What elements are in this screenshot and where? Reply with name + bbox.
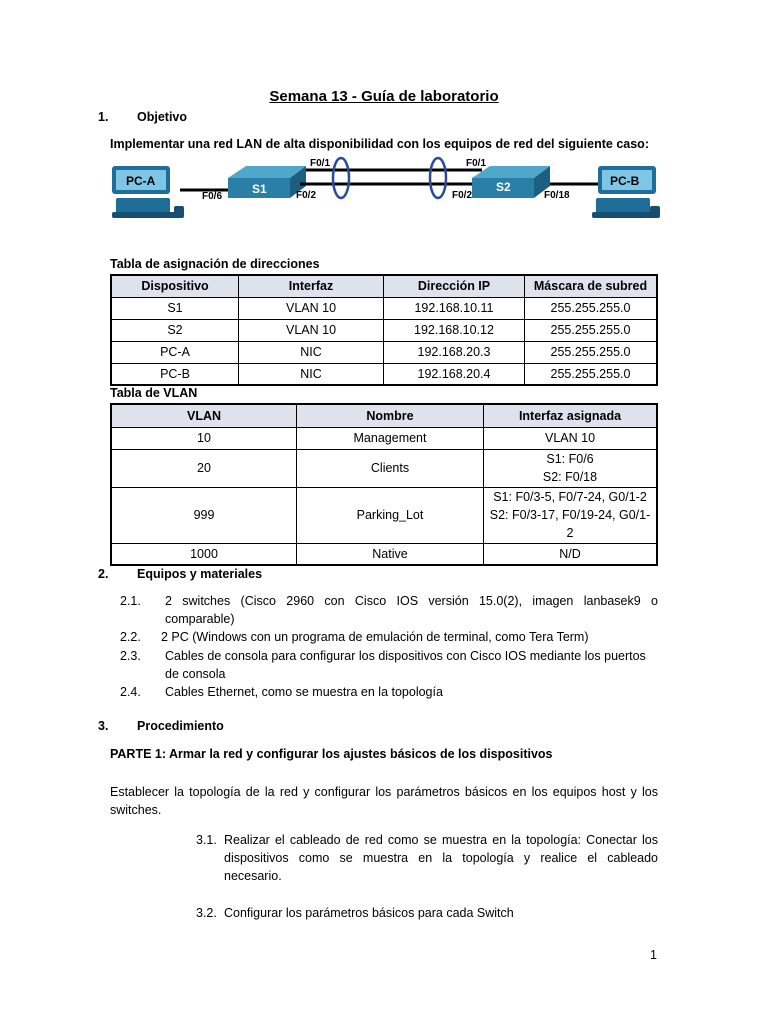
- table-cell: NIC: [239, 341, 384, 363]
- table-row: [111, 341, 657, 363]
- part1-intro-line: switches.: [110, 803, 162, 817]
- item-2-1-line: comparable): [165, 612, 235, 626]
- step-3-1-line: necesario.: [224, 869, 282, 883]
- item-2-2-number: 2.2.: [120, 630, 141, 644]
- table-cell: 1000: [111, 543, 297, 565]
- table-cell: VLAN 10: [239, 297, 384, 319]
- etherchannel-ring-s2: [430, 158, 446, 198]
- address-table-header: [111, 275, 657, 297]
- table-row: [111, 543, 657, 565]
- step-3-2: Configurar los parámetros básicos para cada Switch: [224, 906, 514, 920]
- pc-b-label: PC-B: [610, 174, 640, 188]
- item-2-3: [165, 647, 658, 683]
- switch-s1-label: S1: [252, 182, 267, 196]
- table-cell: 192.168.20.3: [384, 341, 525, 363]
- table-cell: Management: [297, 427, 484, 449]
- item-2-4-number: 2.4.: [120, 685, 141, 699]
- addr-table-caption: Tabla de asignación de direcciones: [110, 257, 320, 271]
- column-header: Nombre: [297, 404, 484, 427]
- item-2-1-number: 2.1.: [120, 594, 141, 608]
- table-cell: VLAN 10: [484, 427, 658, 449]
- table-row: [111, 297, 657, 319]
- etherchannel-ring-s1: [333, 158, 349, 198]
- item-2-1-line: 2 switches (Cisco 2960 con Cisco IOS versión 15.0(2), imagen lanbasek9 o: [165, 594, 658, 608]
- iface-line: S1: F0/3-5, F0/7-24, G0/1-2: [493, 490, 647, 504]
- item-2-4: Cables Ethernet, como se muestra en la topología: [165, 685, 443, 699]
- page-title: Semana 13 - Guía de laboratorio: [269, 88, 499, 105]
- column-header: VLAN: [111, 404, 297, 427]
- item-2-3-line: Cables de consola para configurar los dispositivos con Cisco IOS mediante los puertos: [165, 649, 646, 663]
- column-header: Máscara de subred: [525, 275, 658, 297]
- column-header: Dirección IP: [384, 275, 525, 297]
- step-3-1-number: 3.1.: [196, 833, 217, 847]
- table-cell: 255.255.255.0: [525, 319, 658, 341]
- part1-intro-line: Establecer la topología de la red y configurar los parámetros básicos en los equipos host y los: [110, 785, 658, 799]
- table-cell: 192.168.10.11: [384, 297, 525, 319]
- table-cell: PC-B: [111, 363, 239, 385]
- table-cell: N/D: [484, 543, 658, 565]
- column-header: Interfaz: [239, 275, 384, 297]
- table-cell: 999: [111, 487, 297, 543]
- vlan-table: [110, 403, 658, 566]
- table-cell: 20: [111, 449, 297, 487]
- iface-line: 2: [566, 526, 574, 540]
- table-row: [111, 449, 657, 487]
- section2-number: 2.: [98, 567, 109, 581]
- table-cell: S2: [111, 319, 239, 341]
- network-topology-diagram: [110, 154, 670, 224]
- part1-heading: PARTE 1: Armar la red y configurar los ajustes básicos de los dispositivos: [110, 747, 553, 761]
- section3-heading: Procedimiento: [137, 719, 224, 733]
- table-cell: 255.255.255.0: [525, 297, 658, 319]
- table-cell: 255.255.255.0: [525, 363, 658, 385]
- port-label-s2-bottom: F0/2: [452, 190, 473, 201]
- switch-s1-icon: [228, 166, 306, 198]
- table-cell: 10: [111, 427, 297, 449]
- table-cell: [484, 487, 658, 543]
- step-3-1-line: Realizar el cableado de red como se muestra en la topología: Conectar los: [224, 833, 658, 847]
- table-cell: VLAN 10: [239, 319, 384, 341]
- table-row: [111, 363, 657, 385]
- column-header: Interfaz asignada: [484, 404, 658, 427]
- column-header: Dispositivo: [111, 275, 239, 297]
- step-3-1: [224, 831, 658, 885]
- table-row: [111, 487, 657, 543]
- port-label-s2-top: F0/1: [466, 158, 487, 169]
- table-row: [111, 427, 657, 449]
- iface-line: S2: F0/18: [542, 470, 598, 484]
- section2-heading: Equipos y materiales: [137, 567, 263, 581]
- step-3-1-line: dispositivos como se muestra en la topología y realice el cableado: [224, 851, 658, 865]
- section1-number: 1.: [98, 110, 109, 124]
- item-2-1: [165, 592, 658, 628]
- vlan-table-header: [111, 404, 657, 427]
- table-cell: 192.168.20.4: [384, 363, 525, 385]
- switch-s2-label: S2: [496, 180, 511, 194]
- table-cell: 192.168.10.12: [384, 319, 525, 341]
- table-row: [111, 319, 657, 341]
- table-cell: S1: [111, 297, 239, 319]
- pc-a-label: PC-A: [126, 174, 156, 188]
- table-cell: NIC: [239, 363, 384, 385]
- switch-s2-icon: [472, 166, 550, 198]
- iface-line: S1: F0/6: [546, 452, 594, 466]
- page-number: 1: [650, 948, 657, 962]
- address-table: [110, 274, 658, 386]
- port-label-s1-bottom: F0/2: [296, 190, 317, 201]
- port-label-s2-pcb: F0/18: [544, 190, 570, 201]
- item-2-2: 2 PC (Windows con un programa de emulación de terminal, como Tera Term): [161, 630, 589, 644]
- table-cell: PC-A: [111, 341, 239, 363]
- item-2-3-number: 2.3.: [120, 649, 141, 663]
- section1-heading: Objetivo: [137, 110, 188, 124]
- table-cell: [484, 449, 658, 487]
- table-cell: 255.255.255.0: [525, 341, 658, 363]
- table-cell: Clients: [297, 449, 484, 487]
- step-3-2-number: 3.2.: [196, 906, 217, 920]
- iface-line: S2: F0/3-17, F0/19-24, G0/1-: [489, 508, 651, 522]
- section1-text: Implementar una red LAN de alta disponibilidad con los equipos de red del siguiente caso:: [110, 137, 649, 151]
- section3-number: 3.: [98, 719, 109, 733]
- table-cell: Native: [297, 543, 484, 565]
- part1-intro: [110, 783, 658, 819]
- port-label-pca-s1: F0/6: [202, 191, 223, 202]
- item-2-3-line: de consola: [165, 667, 226, 681]
- port-label-s1-top: F0/1: [310, 158, 331, 169]
- vlan-table-caption: Tabla de VLAN: [110, 386, 198, 400]
- table-cell: Parking_Lot: [297, 487, 484, 543]
